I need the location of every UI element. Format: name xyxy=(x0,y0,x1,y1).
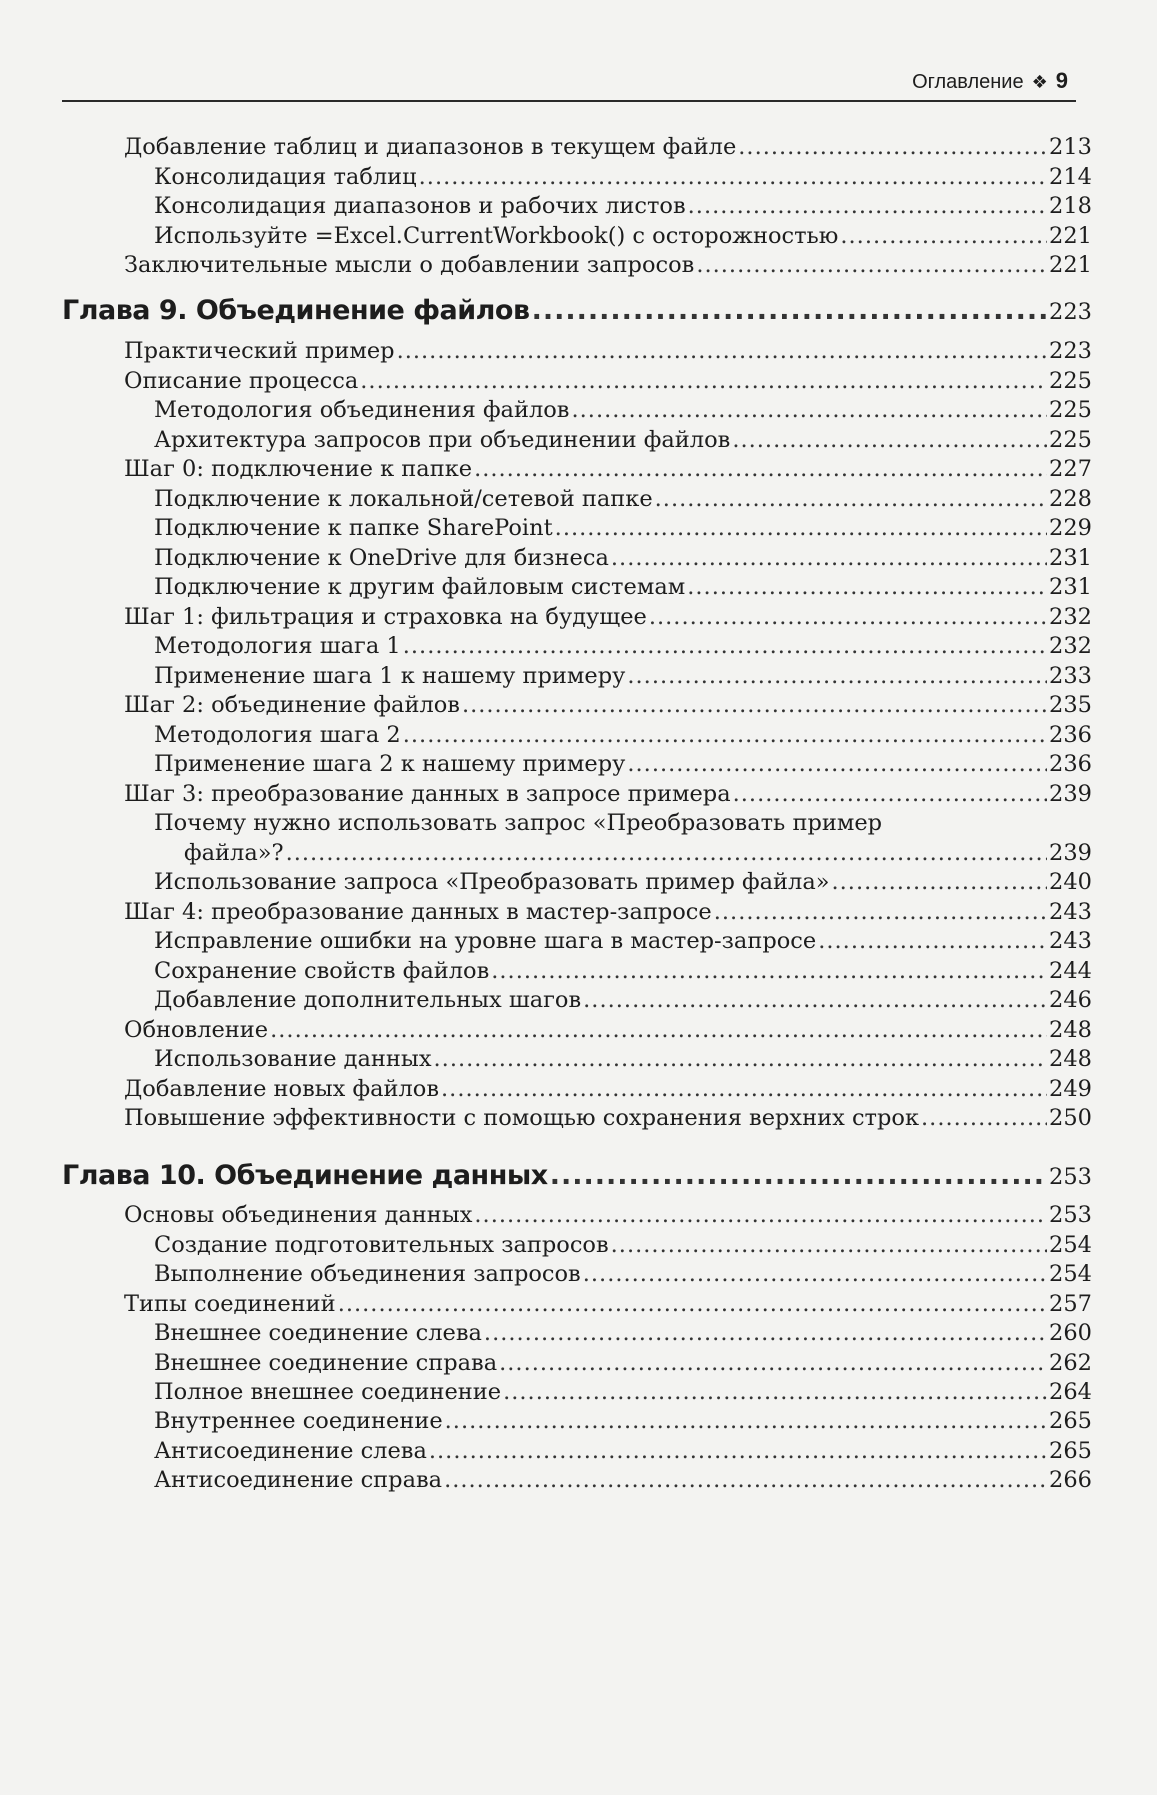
toc-page-number: 266 xyxy=(1049,1467,1092,1493)
toc-page-number: 232 xyxy=(1049,633,1092,659)
dot-leader xyxy=(286,840,1047,866)
toc-entry-title: Консолидация диапазонов и рабочих листов xyxy=(154,193,686,219)
toc-entry-title: Шаг 0: подключение к папке xyxy=(124,456,473,482)
section-title: Оглавление xyxy=(912,71,1024,93)
toc-page-number: 249 xyxy=(1049,1076,1092,1102)
toc-entry xyxy=(124,899,1092,925)
toc-entry xyxy=(154,1379,1092,1405)
toc-entry xyxy=(124,604,1092,630)
toc-entry xyxy=(154,1467,1092,1493)
dot-leader xyxy=(484,1320,1047,1346)
dot-leader xyxy=(419,164,1047,190)
toc-entry xyxy=(154,1350,1092,1376)
chapter-heading xyxy=(62,1160,1092,1191)
toc-entry-title: Подключение к локальной/сетевой папке xyxy=(154,486,653,512)
toc-page-number: 248 xyxy=(1049,1017,1092,1043)
toc-page-number: 254 xyxy=(1049,1261,1092,1287)
dot-leader xyxy=(555,515,1047,541)
toc-page-number: 223 xyxy=(1049,299,1092,325)
running-header xyxy=(62,66,1076,102)
dot-leader xyxy=(403,633,1047,659)
toc-page-number: 236 xyxy=(1049,751,1092,777)
toc-entry xyxy=(154,1261,1092,1287)
dot-leader xyxy=(583,987,1047,1013)
toc-entry xyxy=(154,1232,1092,1258)
toc-page-number: 221 xyxy=(1049,252,1092,278)
dot-leader xyxy=(921,1105,1047,1131)
running-header-text xyxy=(912,68,1068,94)
toc-page-number: 225 xyxy=(1049,427,1092,453)
dot-leader xyxy=(840,223,1047,249)
toc-page-number: 235 xyxy=(1049,692,1092,718)
toc-entry-title: Практический пример xyxy=(124,338,395,364)
dot-leader xyxy=(714,899,1047,925)
dot-leader xyxy=(583,1261,1047,1287)
toc-entry-title: Сохранение свойств файлов xyxy=(154,958,490,984)
dot-leader xyxy=(360,368,1047,394)
toc-entry xyxy=(154,722,1092,748)
toc-entry-title: Используйте =Excel.CurrentWorkbook() с осторожностью xyxy=(154,223,839,249)
dot-leader xyxy=(687,574,1047,600)
toc-entry-title: Антисоединение справа xyxy=(154,1467,443,1493)
toc-entry-title: Добавление дополнительных шагов xyxy=(154,987,582,1013)
toc-page-number: 233 xyxy=(1049,663,1092,689)
toc-page-number: 213 xyxy=(1049,134,1092,160)
chapter-title: Глава 10. Объединение данных xyxy=(62,1160,548,1191)
toc-entry-title: Создание подготовительных запросов xyxy=(154,1232,609,1258)
toc-page-number: 254 xyxy=(1049,1232,1092,1258)
ornament-icon: ❖ xyxy=(1031,72,1048,92)
toc-entry xyxy=(154,1320,1092,1346)
toc-entry xyxy=(124,338,1092,364)
toc-page-number: 239 xyxy=(1049,781,1092,807)
toc-page-number: 221 xyxy=(1049,223,1092,249)
chapter-title: Глава 9. Объединение файлов xyxy=(62,295,530,326)
dot-leader xyxy=(571,397,1047,423)
toc-entry xyxy=(154,633,1092,659)
toc-entry-title: Подключение к OneDrive для бизнеса xyxy=(154,545,609,571)
toc-entry-title: Заключительные мысли о добавлении запросов xyxy=(124,252,695,278)
toc-entry xyxy=(154,397,1092,423)
dot-leader xyxy=(474,456,1047,482)
toc-entry xyxy=(124,1202,1092,1228)
dot-leader xyxy=(441,1076,1047,1102)
toc-entry xyxy=(154,1408,1092,1434)
toc-page-number: 244 xyxy=(1049,958,1092,984)
dot-leader xyxy=(627,751,1047,777)
toc-page-number: 243 xyxy=(1049,928,1092,954)
toc-page-number: 239 xyxy=(1049,840,1092,866)
toc-entry xyxy=(124,252,1092,278)
toc-entry-title: Шаг 4: преобразование данных в мастер-запросе xyxy=(124,899,712,925)
toc-entry xyxy=(154,545,1092,571)
toc-entry-title: Подключение к папке SharePoint xyxy=(154,515,553,541)
toc-entry-title: Почему нужно использовать запрос «Преобразовать пример xyxy=(154,810,883,836)
toc-page-number: 231 xyxy=(1049,545,1092,571)
toc-entry-title: Повышение эффективности с помощью сохранения верхних строк xyxy=(124,1105,920,1131)
dot-leader xyxy=(649,604,1047,630)
toc-page-number: 228 xyxy=(1049,486,1092,512)
toc-page-number: 248 xyxy=(1049,1046,1092,1072)
dot-leader xyxy=(655,486,1047,512)
toc-entry xyxy=(154,958,1092,984)
toc-entry-title: Применение шага 1 к нашему примеру xyxy=(154,663,626,689)
toc-entry-title: Применение шага 2 к нашему примеру xyxy=(154,751,626,777)
toc-entry xyxy=(124,1076,1092,1102)
dot-leader xyxy=(474,1202,1047,1228)
toc-page-number: 257 xyxy=(1049,1291,1092,1317)
dot-leader xyxy=(627,663,1047,689)
toc-entry-title: Использование запроса «Преобразовать пример файла» xyxy=(154,869,830,895)
toc-page-number: 265 xyxy=(1049,1408,1092,1434)
toc-entry xyxy=(154,1046,1092,1072)
toc-entry-title: Антисоединение слева xyxy=(154,1438,427,1464)
toc-entry xyxy=(154,840,1092,866)
toc-entry-title: Внешнее соединение справа xyxy=(154,1350,498,1376)
toc-page-number: 223 xyxy=(1049,338,1092,364)
toc-entry-title: Шаг 3: преобразование данных в запросе примера xyxy=(124,781,731,807)
dot-leader xyxy=(270,1017,1047,1043)
dot-leader xyxy=(445,1408,1047,1434)
dot-leader xyxy=(338,1291,1047,1317)
dot-leader xyxy=(444,1467,1047,1493)
toc-entry-title: Методология объединения файлов xyxy=(154,397,570,423)
toc-page-number: 243 xyxy=(1049,899,1092,925)
toc-page-number: 265 xyxy=(1049,1438,1092,1464)
toc-entry xyxy=(154,987,1092,1013)
chapter-heading xyxy=(62,295,1092,326)
toc-entry-title: Подключение к другим файловым системам xyxy=(154,574,686,600)
dot-leader xyxy=(429,1438,1047,1464)
toc-entry xyxy=(124,781,1092,807)
dot-leader xyxy=(503,1379,1047,1405)
toc-entry xyxy=(154,751,1092,777)
toc-entry-title: Обновление xyxy=(124,1017,269,1043)
toc-page-number: 225 xyxy=(1049,397,1092,423)
dot-leader xyxy=(611,545,1047,571)
toc-entry xyxy=(154,486,1092,512)
toc-entry xyxy=(154,515,1092,541)
toc-entry-title: Методология шага 1 xyxy=(154,633,401,659)
toc-page-number: 218 xyxy=(1049,193,1092,219)
toc-entry xyxy=(154,193,1092,219)
toc-entry xyxy=(154,1438,1092,1464)
toc-page-number: 240 xyxy=(1049,869,1092,895)
toc-entry-title: Шаг 1: фильтрация и страховка на будущее xyxy=(124,604,647,630)
toc-page-number: 264 xyxy=(1049,1379,1092,1405)
dot-leader xyxy=(738,134,1047,160)
toc-page-number: 260 xyxy=(1049,1320,1092,1346)
toc-entry xyxy=(154,869,1092,895)
toc-entry xyxy=(124,134,1092,160)
toc-entry-title: Использование данных xyxy=(154,1046,432,1072)
toc-entry xyxy=(124,368,1092,394)
dot-leader xyxy=(611,1232,1047,1258)
toc-page-number: 225 xyxy=(1049,368,1092,394)
dot-leader xyxy=(550,1160,1047,1191)
dot-leader xyxy=(491,958,1047,984)
dot-leader xyxy=(462,692,1047,718)
toc-entry xyxy=(154,164,1092,190)
dot-leader xyxy=(397,338,1047,364)
toc-entry-title: Описание процесса xyxy=(124,368,359,394)
toc-entry xyxy=(154,663,1092,689)
toc-entry-title: Внутреннее соединение xyxy=(154,1408,443,1434)
toc-entry xyxy=(124,692,1092,718)
toc-entry-title: Шаг 2: объединение файлов xyxy=(124,692,460,718)
dot-leader xyxy=(696,252,1047,278)
dot-leader xyxy=(688,193,1047,219)
toc-entry xyxy=(154,928,1092,954)
toc-page-number: 236 xyxy=(1049,722,1092,748)
toc-entry-title: Добавление новых файлов xyxy=(124,1076,440,1102)
toc-entry-title: Полное внешнее соединение xyxy=(154,1379,502,1405)
dot-leader xyxy=(403,722,1047,748)
dot-leader xyxy=(732,427,1047,453)
dot-leader xyxy=(733,781,1047,807)
toc-page-number: 229 xyxy=(1049,515,1092,541)
toc-entry xyxy=(154,574,1092,600)
toc-entry-title: Основы объединения данных xyxy=(124,1202,473,1228)
dot-leader xyxy=(818,928,1047,954)
toc-page-number: 250 xyxy=(1049,1105,1092,1131)
toc-entry xyxy=(124,1291,1092,1317)
toc-entry-title: Архитектура запросов при объединении файлов xyxy=(154,427,731,453)
toc-page-number: 246 xyxy=(1049,987,1092,1013)
toc-entry-title: Выполнение объединения запросов xyxy=(154,1261,581,1287)
toc-entry xyxy=(124,1017,1092,1043)
toc-entry xyxy=(124,456,1092,482)
toc-entry-title: Консолидация таблиц xyxy=(154,164,417,190)
dot-leader xyxy=(499,1350,1047,1376)
toc-page-number: 253 xyxy=(1049,1164,1092,1190)
toc-entry xyxy=(154,810,1092,836)
dot-leader xyxy=(532,295,1047,326)
toc-entry-title: Исправление ошибки на уровне шага в мастер-запросе xyxy=(154,928,817,954)
toc-entry xyxy=(124,1105,1092,1131)
page-number: 9 xyxy=(1055,68,1068,93)
dot-leader xyxy=(832,869,1048,895)
toc-page-number: 227 xyxy=(1049,456,1092,482)
toc-page-number: 262 xyxy=(1049,1350,1092,1376)
toc-entry-title: Внешнее соединение слева xyxy=(154,1320,482,1346)
toc-page-number: 231 xyxy=(1049,574,1092,600)
toc-entry-title: Методология шага 2 xyxy=(154,722,401,748)
toc-entry-title: Типы соединений xyxy=(124,1291,336,1317)
toc-entry-title: файла»? xyxy=(184,840,284,866)
toc-entry xyxy=(154,427,1092,453)
toc-page-number: 214 xyxy=(1049,164,1092,190)
toc-entry xyxy=(154,223,1092,249)
dot-leader xyxy=(434,1046,1048,1072)
toc-entry-title: Добавление таблиц и диапазонов в текущем файле xyxy=(124,134,737,160)
toc-page-number: 232 xyxy=(1049,604,1092,630)
toc-page-number: 253 xyxy=(1049,1202,1092,1228)
